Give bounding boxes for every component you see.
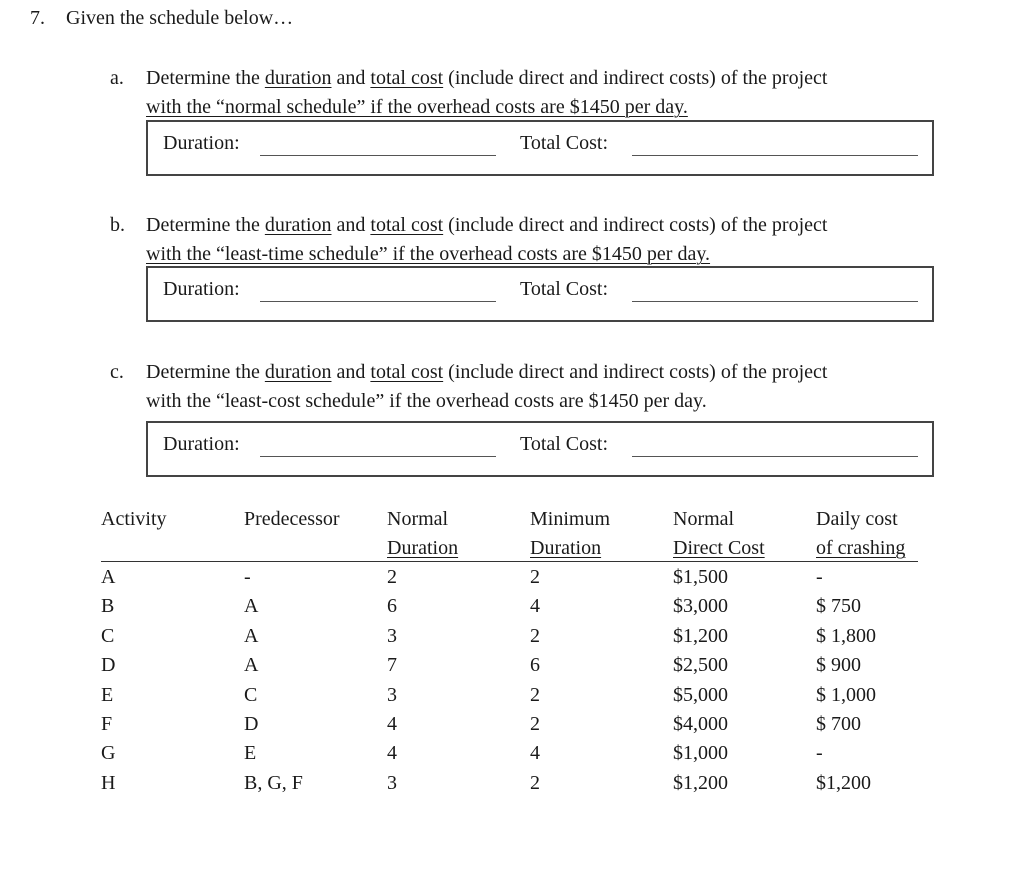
cell-activity: B <box>101 595 115 618</box>
header-normal-cost-1: Normal <box>673 508 735 530</box>
part-a-mid: and <box>331 67 371 89</box>
cell-daily-crash-cost: $ 750 <box>816 595 861 618</box>
cell-minimum-duration: 2 <box>530 624 540 647</box>
part-b-total-cost-label: Total Cost: <box>520 278 609 300</box>
part-a-duration-blank[interactable] <box>260 155 496 156</box>
header-minimum-duration-1: Minimum <box>530 508 611 530</box>
question-text: Given the schedule below… <box>66 7 294 29</box>
cell-daily-crash-cost: $1,200 <box>816 771 871 794</box>
part-c-duration-blank[interactable] <box>260 456 496 457</box>
part-b-post: (include direct and indirect costs) of the project <box>443 214 828 236</box>
cell-minimum-duration: 2 <box>530 566 540 588</box>
part-c-line2: with the “least-cost schedule” if the overhead costs are $1450 per day. <box>146 390 707 412</box>
header-crash-cost-2: of crashing <box>816 537 906 559</box>
part-c-total-cost-word: total cost <box>370 361 444 383</box>
cell-activity: H <box>101 771 116 794</box>
part-c-answer-box <box>146 421 934 477</box>
part-a-line2: with the “normal schedule” if the overhead costs are $1450 per day. <box>146 96 688 118</box>
cell-activity: D <box>101 654 116 677</box>
header-activity: Activity <box>101 508 167 530</box>
cell-daily-crash-cost: - <box>816 742 823 765</box>
header-rule <box>101 561 918 562</box>
part-a-letter: a. <box>110 67 124 89</box>
cell-normal-duration: 4 <box>387 713 397 735</box>
part-b-pre: Determine the <box>146 214 265 236</box>
cell-normal-direct-cost: $1,000 <box>673 742 728 765</box>
question-number: 7. <box>30 7 45 29</box>
cell-minimum-duration: 4 <box>530 742 540 765</box>
cell-predecessor: A <box>244 595 259 618</box>
cell-daily-crash-cost: $ 1,800 <box>816 624 876 647</box>
cell-normal-direct-cost: $4,000 <box>673 713 728 735</box>
part-a-line1 <box>146 67 827 90</box>
cell-activity: G <box>101 742 116 765</box>
part-b-duration-label: Duration: <box>163 278 240 300</box>
cell-minimum-duration: 4 <box>530 595 540 618</box>
part-b-total-cost-blank[interactable] <box>632 301 918 302</box>
part-a-pre: Determine the <box>146 67 265 89</box>
cell-minimum-duration: 2 <box>530 713 540 735</box>
part-a-post: (include direct and indirect costs) of the project <box>443 67 828 89</box>
cell-normal-duration: 3 <box>387 624 397 647</box>
cell-activity: F <box>101 713 113 735</box>
cell-activity: E <box>101 683 114 706</box>
header-crash-cost-1: Daily cost <box>816 508 898 530</box>
cell-predecessor: D <box>244 713 259 735</box>
part-c-post: (include direct and indirect costs) of the project <box>443 361 828 383</box>
part-b-duration-word: duration <box>264 214 332 236</box>
cell-normal-direct-cost: $1,200 <box>673 771 728 794</box>
part-a-total-cost-blank[interactable] <box>632 155 918 156</box>
cell-normal-direct-cost: $2,500 <box>673 654 728 677</box>
part-c-mid: and <box>331 361 371 383</box>
cell-normal-direct-cost: $5,000 <box>673 683 728 706</box>
part-b-mid: and <box>331 214 371 236</box>
header-normal-cost-2: Direct Cost <box>673 537 765 559</box>
part-c-total-cost-blank[interactable] <box>632 456 918 457</box>
part-b-line1 <box>146 214 827 237</box>
cell-minimum-duration: 2 <box>530 771 540 794</box>
cell-daily-crash-cost: $ 900 <box>816 654 861 677</box>
part-c-duration-word: duration <box>264 361 332 383</box>
cell-predecessor: C <box>244 683 258 706</box>
cell-normal-direct-cost: $3,000 <box>673 595 728 618</box>
part-a-answer-box <box>146 120 934 176</box>
cell-predecessor: - <box>244 566 251 588</box>
part-c-duration-label: Duration: <box>163 433 240 455</box>
part-b-answer-box <box>146 266 934 322</box>
header-predecessor: Predecessor <box>244 508 340 530</box>
part-c-line1 <box>146 361 827 384</box>
part-b-duration-blank[interactable] <box>260 301 496 302</box>
cell-predecessor: A <box>244 624 259 647</box>
cell-daily-crash-cost: - <box>816 566 823 588</box>
part-b-letter: b. <box>110 214 125 236</box>
part-a-total-cost-word: total cost <box>370 67 444 89</box>
cell-activity: C <box>101 624 115 647</box>
part-b-line2: with the “least-time schedule” if the overhead costs are $1450 per day. <box>146 243 711 265</box>
cell-normal-duration: 6 <box>387 595 397 618</box>
cell-activity: A <box>101 566 116 588</box>
cell-predecessor: A <box>244 654 259 677</box>
part-a-total-cost-label: Total Cost: <box>520 132 609 154</box>
cell-normal-duration: 4 <box>387 742 397 765</box>
header-normal-duration-1: Normal <box>387 508 449 530</box>
cell-normal-direct-cost: $1,200 <box>673 624 728 647</box>
cell-daily-crash-cost: $ 1,000 <box>816 683 876 706</box>
cell-minimum-duration: 2 <box>530 683 540 706</box>
cell-normal-duration: 3 <box>387 771 397 794</box>
part-c-total-cost-label: Total Cost: <box>520 433 609 455</box>
cell-daily-crash-cost: $ 700 <box>816 713 861 735</box>
part-b-total-cost-word: total cost <box>370 214 444 236</box>
header-minimum-duration-2: Duration <box>530 537 602 559</box>
header-normal-duration-2: Duration <box>387 537 459 559</box>
part-a-duration-word: duration <box>264 67 332 89</box>
part-c-pre: Determine the <box>146 361 265 383</box>
part-c-letter: c. <box>110 361 124 383</box>
cell-normal-duration: 3 <box>387 683 397 706</box>
cell-normal-duration: 7 <box>387 654 397 677</box>
cell-predecessor: B, G, F <box>244 771 303 794</box>
cell-normal-direct-cost: $1,500 <box>673 566 728 588</box>
part-a-duration-label: Duration: <box>163 132 240 154</box>
cell-predecessor: E <box>244 742 257 765</box>
cell-normal-duration: 2 <box>387 566 397 588</box>
cell-minimum-duration: 6 <box>530 654 540 677</box>
